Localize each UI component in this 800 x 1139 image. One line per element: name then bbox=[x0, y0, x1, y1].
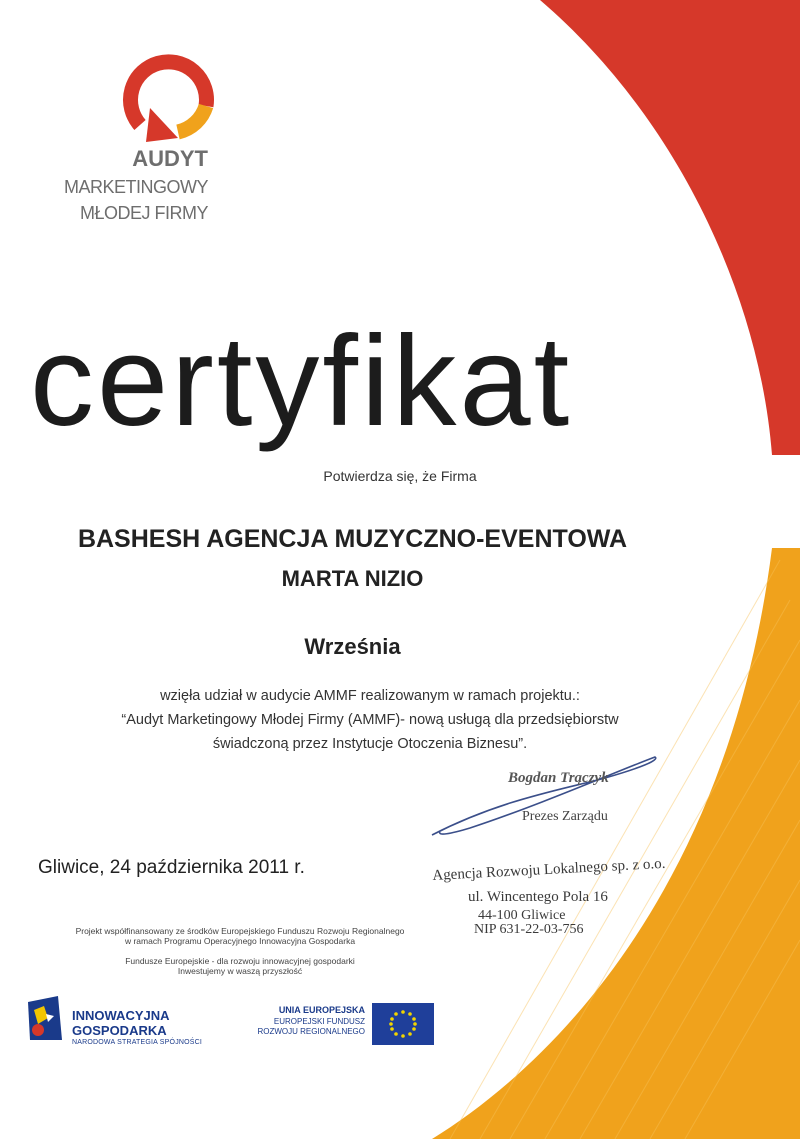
stamp-line-3: 44-100 Gliwice bbox=[478, 908, 566, 923]
body-line-3: świadczoną przez Instytucje Otoczenia Biznesu”. bbox=[212, 736, 528, 752]
logo-line-audyt: AUDYT bbox=[132, 146, 208, 171]
logo-line-marketingowy: MARKETINGOWY bbox=[63, 177, 208, 197]
signer-role: Prezes Zarządu bbox=[522, 809, 608, 824]
footer-line-2: w ramach Programu Operacyjnego Innowacyjna Gospodarka bbox=[124, 936, 356, 946]
logo-line-mlodej-firmy: MŁODEJ FIRMY bbox=[79, 203, 208, 223]
body-line-1: wzięła udział w audycie AMMF realizowanym w ramach projektu.: bbox=[160, 688, 580, 704]
footer-line-4: Inwestujemy w waszą przyszłość bbox=[177, 966, 303, 976]
stamp-line-4: NIP 631-22-03-756 bbox=[474, 922, 584, 937]
body-line-2: “Audyt Marketingowy Młodej Firmy (AMMF)- nową usługą dla przedsiębiorstw bbox=[121, 712, 619, 728]
certificate-title: certyfikat bbox=[30, 310, 573, 453]
confirm-text: Potwierdza się, że Firma bbox=[323, 468, 477, 484]
place-date: Gliwice, 24 października 2011 r. bbox=[38, 857, 305, 878]
stamp-line-1: Agencja Rozwoju Lokalnego sp. z o.o. bbox=[432, 855, 666, 884]
eu-logo-line-2: EUROPEJSKI FUNDUSZ bbox=[273, 1017, 365, 1026]
eu-flag-icon bbox=[372, 1003, 434, 1045]
footer-line-1: Projekt współfinansowany ze środków Europejskiego Funduszu Rozwoju Regionalnego bbox=[75, 926, 405, 936]
ig-logo-line-3: NARODOWA STRATEGIA SPÓJNOŚCI bbox=[72, 1039, 203, 1046]
audyt-logo-icon bbox=[130, 62, 206, 142]
signer-name: Bogdan Trączyk bbox=[508, 770, 609, 786]
company-name-line1: BASHESH AGENCJA MUZYCZNO-EVENTOWA bbox=[77, 525, 628, 553]
innowacyjna-gospodarka-emblem bbox=[28, 996, 62, 1040]
ig-logo-line-2: GOSPODARKA bbox=[72, 1023, 167, 1038]
company-city: Września bbox=[304, 634, 401, 659]
eu-logo-line-3: ROZWOJU REGIONALNEGO bbox=[257, 1027, 365, 1036]
ig-logo-line-1: INNOWACYJNA bbox=[72, 1008, 170, 1023]
footer-line-3: Fundusze Europejskie - dla rozwoju innowacyjnej gospodarki bbox=[125, 956, 355, 966]
stamp-line-2: ul. Wincentego Pola 16 bbox=[468, 889, 608, 905]
company-name-line2: MARTA NIZIO bbox=[281, 566, 424, 591]
eu-logo-line-1: UNIA EUROPEJSKA bbox=[278, 1005, 365, 1015]
